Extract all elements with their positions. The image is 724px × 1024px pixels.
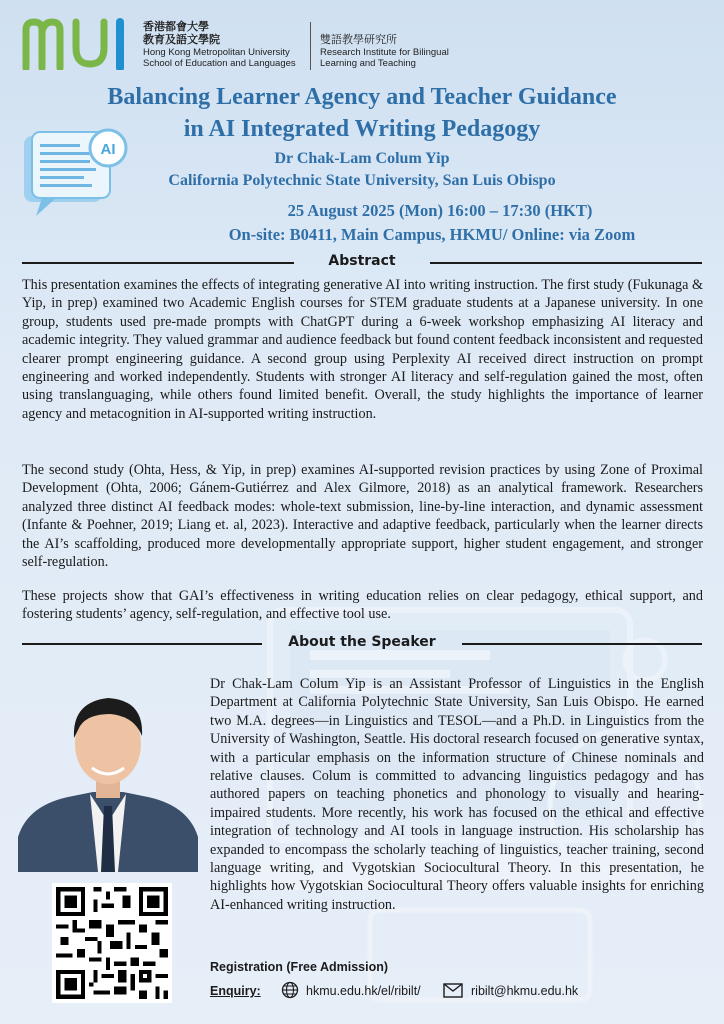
website-link[interactable]: hkmu.edu.hk/el/ribilt/ <box>306 984 421 998</box>
event-datetime: 25 August 2025 (Mon) 16:00 – 17:30 (HKT) <box>287 201 593 220</box>
abstract-paragraph-2: The second study (Ohta, Hess, & Yip, in prep) examines AI-supported revision practices by using Zone of Proximal Development (Ohta, 2006; Gánem-Gutiérrez and Alex Gilmore, 2018) as an analytical framework. Researchers analyzed three distinct AI feedback modes: whole-text submission, line-by-line interaction, and dynamic assessment (Infante & Poehner, 2019; Liang et. al, 2023). Interactive and adaptive feedback, particularly when the learner directs the AI’s scaffolding, produced more developmentally appropriate support, higher student engagement, and stronger self-regulation. <box>22 462 703 571</box>
registration-label: Registration (Free Admission) <box>210 960 389 974</box>
university-zh: 香港都會大學 <box>143 20 209 33</box>
abstract-heading: Abstract <box>328 253 396 269</box>
abstract-heading-bar <box>22 253 702 273</box>
mail-icon <box>443 983 463 998</box>
speaker-photo <box>18 672 198 872</box>
hkmu-logo-mark <box>22 18 132 70</box>
ai-badge: AI <box>100 141 116 158</box>
header-divider <box>310 22 311 70</box>
speaker-affiliation: California Polytechnic State University, San Luis Obispo <box>168 172 556 189</box>
abstract-paragraph-1: This presentation examines the effects of integrating generative AI into writing instruction. The first study (Fukunaga & Yip, in prep) examined two Academic English courses for STEM graduate students at a Japanese university. In one group, students used pre-made prompts with ChatGPT during a 6-week workshop emphasizing AI literacy and academic integrity. They valued grammar and audience feedback but found content feedback inconsistent and requested clearer prompt engineering guidance. A second group using Perplexity AI received direct instruction on prompt engineering and worked independently. Students with stronger AI literacy and self-regulation gained the most, often using translanguaging, while others found limited benefit. Overall, the study highlights the importance of learner agency and metacognition in AI-supported writing instruction. <box>22 277 703 422</box>
university-en: Hong Kong Metropolitan University <box>143 47 290 58</box>
event-venue: On-site: B0411, Main Campus, HKMU/ Online: via Zoom <box>228 225 636 244</box>
institute-name-en <box>320 47 449 69</box>
school-zh: 教育及語文學院 <box>143 33 220 46</box>
institute-en-line1: Research Institute for Bilingual <box>320 47 449 58</box>
institute-name-zh: 雙語教學研究所 <box>320 33 397 46</box>
abstract-paragraph-3: These projects show that GAI’s effectiveness in writing education relies on clear pedagogy, ethical support, and fostering students’ agency, self-regulation, and effective tool use. <box>22 588 703 623</box>
event-title-line1: Balancing Learner Agency and Teacher Guidance <box>107 84 617 110</box>
speaker-name: Dr Chak-Lam Colum Yip <box>274 150 450 167</box>
university-name-en <box>143 47 296 69</box>
university-name-zh <box>143 20 220 46</box>
school-en: School of Education and Languages <box>143 58 296 69</box>
globe-icon <box>281 981 299 999</box>
speaker-heading-bar <box>22 634 702 654</box>
registration-qr-code[interactable] <box>52 883 172 1003</box>
event-title-line2: in AI Integrated Writing Pedagogy <box>183 116 541 142</box>
institute-en-line2: Learning and Teaching <box>320 58 416 69</box>
enquiry-label: Enquiry: <box>210 984 261 998</box>
speaker-biography: Dr Chak-Lam Colum Yip is an Assistant Professor of Linguistics in the English Department at California Polytechnic State University, San Luis Obispo. He earned two M.A. degrees—in Linguistics and TESOL—and a Ph.D. in Linguistics from the University of Washington, Seattle. His doctoral research focused on generative syntax, with a particular emphasis on the information structure of Chinese nominals and relative clauses. Colum is committed to advancing linguistics pedagogy and has authored papers on teaching phonetics and phonology to visually and hearing-impaired students. More recently, his work has focused on the ethical and effective integration of technology and AI tools in language instruction. His scholarship has expanded to encompass the scholarly teaching of linguistics, teacher training, second language writing, and Vygotskian Sociocultural Theory. In this presentation, he highlights how Vygotskian Sociocultural Theory offers valuable insights for enriching AI-enhanced writing instruction. <box>210 676 704 913</box>
email-link[interactable]: ribilt@hkmu.edu.hk <box>471 984 579 998</box>
speaker-heading: About the Speaker <box>288 634 436 650</box>
